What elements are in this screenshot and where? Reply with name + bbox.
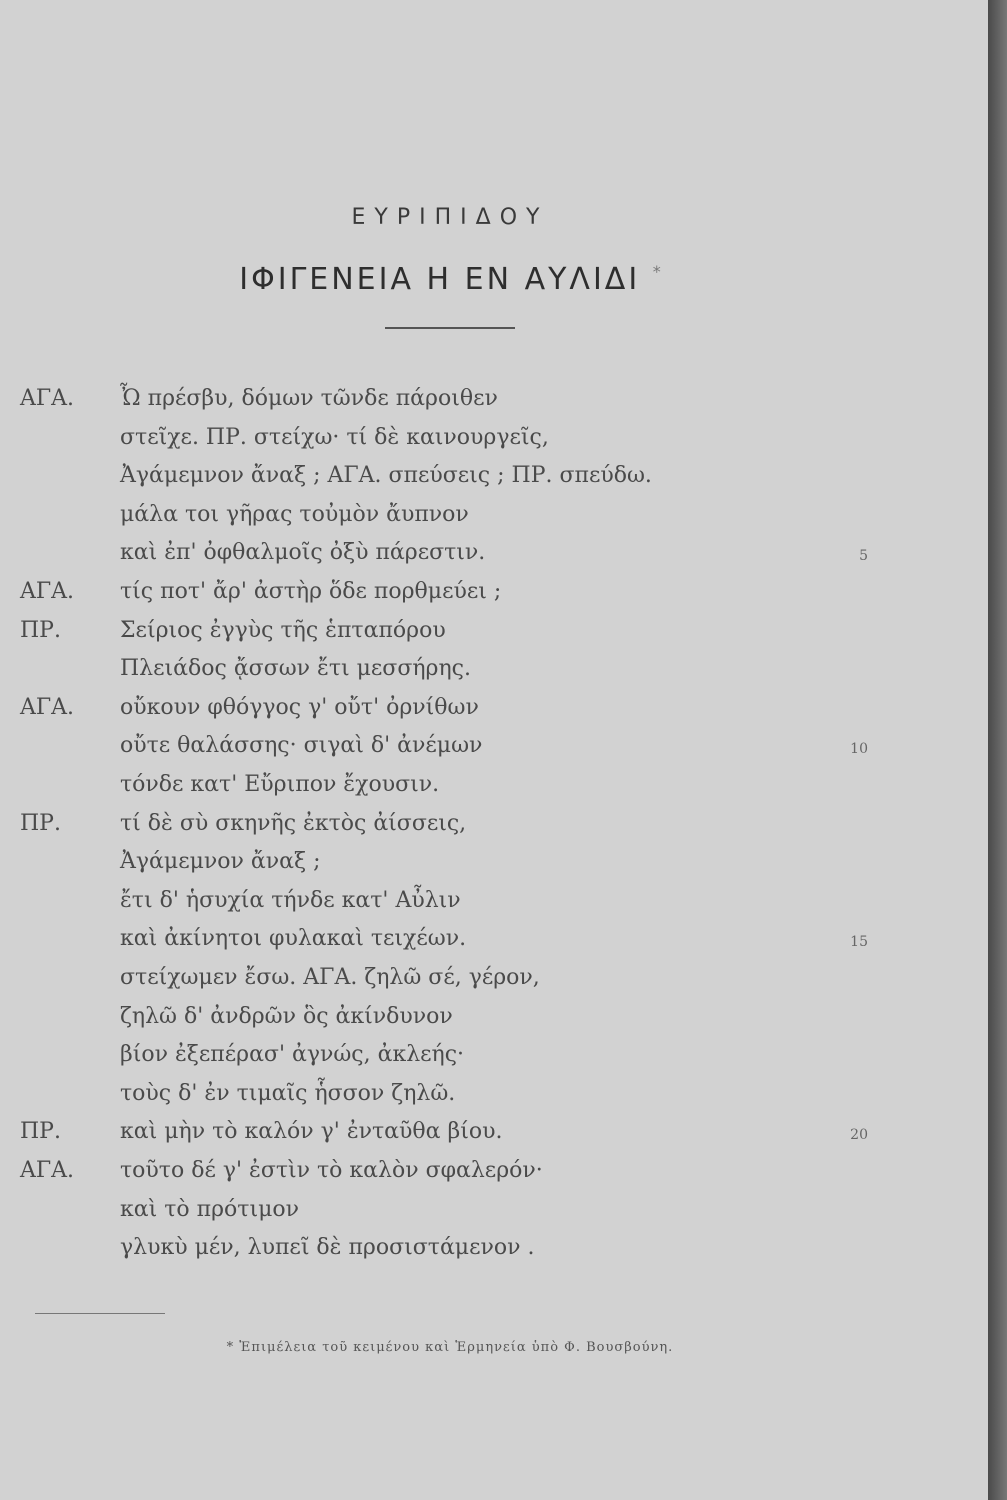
verse-line: τί δὲ σὺ σκηνῆς ἐκτὸς ἀίσσεις,: [120, 811, 467, 836]
verse-line: Σείριος ἐγγὺς τῆς ἑπταπόρου: [120, 618, 446, 643]
speaker-label: ΑΓΑ.: [20, 579, 75, 604]
verse-line: τοῦτο δέ γ' ἐστὶν τὸ καλὸν σφαλερόν·: [120, 1158, 543, 1183]
title-rule: [385, 327, 515, 329]
verse-line: Ὦ πρέσβυ, δόμων τῶνδε πάροιθεν: [120, 386, 498, 411]
author-heading: ΕΥΡΙΠΙΔΟΥ: [351, 205, 549, 230]
verse-line: Ἀγάμεμνον ἄναξ ;: [120, 849, 321, 874]
verse-line: στείχωμεν ἔσω. ΑΓΑ. ζηλῶ σέ, γέρον,: [120, 965, 540, 990]
line-number: 15: [850, 934, 868, 950]
verse-line: γλυκὺ μέν, λυπεῖ δὲ προσιστάμενον .: [120, 1235, 535, 1260]
line-number: 5: [859, 548, 868, 564]
speaker-label: ΠΡ.: [20, 811, 61, 836]
verse-line: τίς ποτ' ἄρ' ἀστὴρ ὅδε πορθμεύει ;: [120, 579, 502, 604]
line-number: 10: [850, 741, 868, 757]
speaker-label: ΑΓΑ.: [20, 386, 75, 411]
line-number: 20: [850, 1127, 868, 1143]
verse-line: Ἀγάμεμνον ἄναξ ; ΑΓΑ. σπεύσεις ; ΠΡ. σπεύδω.: [120, 463, 652, 488]
verse-line: τοὺς δ' ἐν τιμαῖς ἧσσον ζηλῶ.: [120, 1081, 456, 1106]
verse-line: καὶ ἀκίνητοι φυλακαὶ τειχέων.: [120, 926, 467, 951]
play-title-text: ΙΦΙΓΕΝΕΙΑ Η ΕΝ ΑΥΛΙΔΙ: [239, 262, 641, 297]
speaker-label: ΠΡ.: [20, 618, 61, 643]
play-title: [0, 262, 900, 297]
speaker-label: ΑΓΑ.: [20, 1158, 75, 1183]
speaker-label: ΑΓΑ.: [20, 695, 75, 720]
verse-line: οὔτε θαλάσσης· σιγαὶ δ' ἀνέμων: [120, 733, 483, 758]
verse-line: ζηλῶ δ' ἀνδρῶν ὃς ἀκίνδυνον: [120, 1004, 453, 1029]
footnote: * Ἐπιμέλεια τοῦ κειμένου καὶ Ἑρμηνεία ὑπὸ Φ. Βουσβούνη.: [226, 1340, 674, 1355]
verse-line: καὶ ἐπ' ὀφθαλμοῖς ὀξὺ πάρεστιν.: [120, 540, 486, 565]
verse-line: καὶ μὴν τὸ καλόν γ' ἐνταῦθα βίου.: [120, 1119, 503, 1144]
speaker-label: ΠΡ.: [20, 1119, 61, 1144]
verse-line: στεῖχε. ΠΡ. στείχω· τί δὲ καινουργεῖς,: [120, 425, 549, 450]
verse-line: Πλειάδος ᾄσσων ἔτι μεσσήρης.: [120, 656, 471, 681]
verse-line: μάλα τοι γῆρας τοὐμὸν ἄυπνον: [120, 502, 469, 527]
verse-line: ἔτι δ' ἡσυχία τήνδε κατ' Αὖλιν: [120, 888, 461, 913]
verse-line: οὔκουν φθόγγος γ' οὔτ' ὀρνίθων: [120, 695, 479, 720]
verse-line: καὶ τὸ πρότιμον: [120, 1197, 299, 1222]
footnote-rule: [35, 1313, 165, 1314]
page-gutter: [988, 0, 1007, 1500]
verse-line: βίον ἐξεπέρασ' ἀγνώς, ἀκλεής·: [120, 1042, 465, 1067]
footnote-marker: *: [652, 262, 661, 281]
verse-line: τόνδε κατ' Εὔριπον ἔχουσιν.: [120, 772, 440, 797]
